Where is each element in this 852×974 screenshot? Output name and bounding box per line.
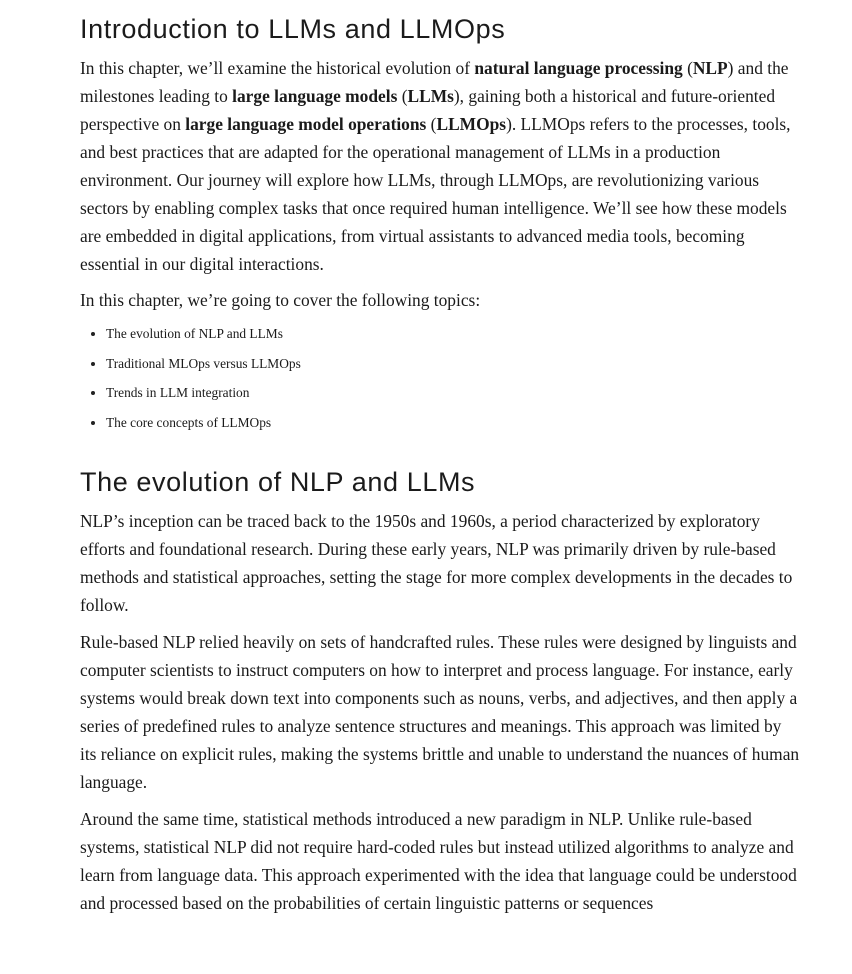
text-run: ). LLMOps refers to the processes, tools, and best practices that are adapted for the operational management of LLMs in a production environment. Our journey will explore how LLMs, through LLMOps, are revolutionizing various sectors by enabling complex tasks that once required human intelligence. We’ll see how these models are embedded in digital applications, from virtual assistants to advanced media tools, becoming essential in our digital interactions. [80,114,791,274]
bold-term-llms: LLMs [407,86,454,106]
bold-term-llmops: LLMOps [436,114,507,134]
evolution-paragraph-2: Rule-based NLP relied heavily on sets of handcrafted rules. These rules were designed by linguists and computer scientists to instruct computers on how to interpret and process language. For instance, early systems would break down text into components such as nouns, verbs, and adjectives, and then apply a series of predefined rules to analyze sentence structures and meanings. This approach was limited by its reliance on explicit rules, making the systems brittle and unable to understand the nuances of human language. [80,632,800,792]
evolution-paragraph-3: Around the same time, statistical methods introduced a new paradigm in NLP. Unlike rule-based systems, statistical NLP did not require hard-coded rules but instead utilized algorithms to analyze and learn from language data. This approach experimented with the idea that language could be understood and processed based on the probabilities of certain linguistic patterns or sequences [80,809,797,913]
list-item: The evolution of NLP and LLMs [106,320,301,350]
intro-paragraph [80,54,800,278]
topics-list [80,320,301,439]
section-heading-evolution: The evolution of NLP and LLMs [80,467,476,497]
bold-term-nlp: NLP [692,58,728,78]
bold-term-llmops-full: large language model operations [185,114,427,134]
text-run: In this chapter, we’ll examine the historical evolution of [80,58,475,78]
text-run: ), gaining both a historical and future-oriented perspective on [80,86,776,134]
text-run: ( [426,114,437,134]
text-run: ( [682,58,693,78]
bold-term-nlp-full: natural language processing [474,58,683,78]
bold-term-llm-full: large language models [232,86,398,106]
list-item: The core concepts of LLMOps [106,409,301,439]
topics-intro-paragraph: In this chapter, we’re going to cover the following topics: [80,290,481,310]
section-heading-introduction: Introduction to LLMs and LLMOps [80,14,506,44]
text-run: ) and the milestones leading to [80,58,789,106]
list-item: Trends in LLM integration [106,379,301,409]
text-run: ( [397,86,408,106]
evolution-paragraph-1: NLP’s inception can be traced back to the 1950s and 1960s, a period characterized by exploratory efforts and foundational research. During these early years, NLP was primarily driven by rule-based methods and statistical approaches, setting the stage for more complex developments in the decades to follow. [80,511,793,615]
list-item: Traditional MLOps versus LLMOps [106,350,301,380]
